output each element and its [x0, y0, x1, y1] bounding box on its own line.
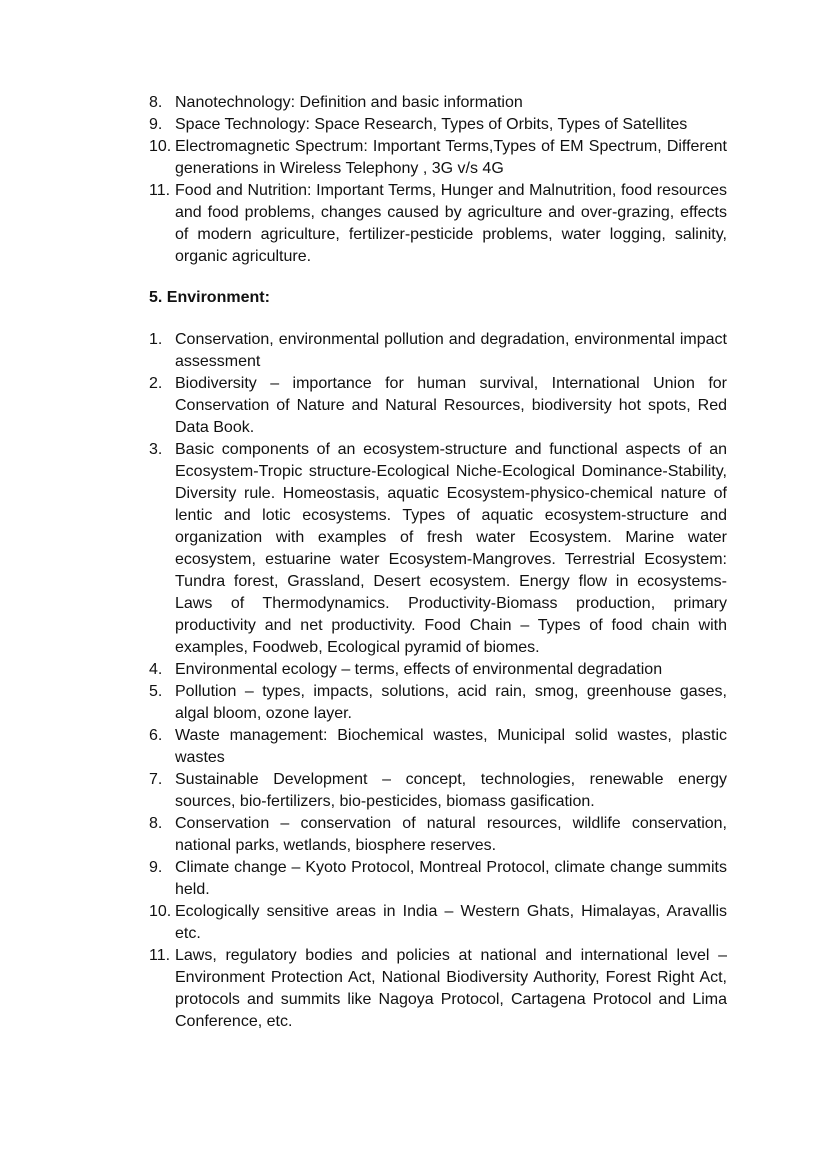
list-item-number: 6. [149, 727, 163, 744]
list-item [149, 136, 727, 180]
list-item [149, 945, 727, 1033]
list-item-number: 3. [149, 441, 163, 458]
list-item [149, 857, 727, 901]
list-item-text: Basic components of an ecosystem-structure and functional aspects of an Ecosystem-Tropic structure-Ecological Niche-Ecological Dominance-Stability, Diversity rule. Homeostasis, aquatic Ecosystem-physico-chemical nature of lentic and lotic ecosystems. Types of aquatic ecosystem-structure and organization with examples of fresh water Ecosystem. Marine water ecosystem, estuarine water Ecosystem-Mangroves. Terrestrial Ecosystem: Tundra forest, Grassland, Desert ecosystem. Energy flow in ecosystems-Laws of Thermodynamics. Productivity-Biomass production, primary productivity and net productivity. Food Chain – Types of food chain with examples, Foodweb, Ecological pyramid of biomes. [175, 441, 727, 656]
list-item-number: 11. [149, 947, 171, 964]
list-item [149, 681, 727, 725]
list-item-text: Ecologically sensitive areas in India – Western Ghats, Himalayas, Aravallis etc. [175, 903, 727, 942]
list-item-text: Food and Nutrition: Important Terms, Hunger and Malnutrition, food resources and food problems, changes caused by agriculture and over-grazing, effects of modern agriculture, fertilizer-pesticide problems, water logging, salinity, organic agriculture. [175, 182, 727, 265]
list-item [149, 439, 727, 659]
list-item-number: 9. [149, 859, 163, 876]
list-item-text: Conservation, environmental pollution and degradation, environmental impact assessment [175, 331, 727, 370]
list-item-text: Environmental ecology – terms, effects of environmental degradation [175, 661, 663, 678]
list-item-number: 8. [149, 815, 163, 832]
environment-topics-list [149, 329, 727, 1033]
list-item-text: Conservation – conservation of natural resources, wildlife conservation, national parks, wetlands, biosphere reserves. [175, 815, 727, 854]
section-heading-environment: 5. Environment: [149, 289, 270, 306]
list-item-number: 2. [149, 375, 163, 392]
list-item-text: Nanotechnology: Definition and basic information [175, 94, 523, 111]
list-item-text: Pollution – types, impacts, solutions, acid rain, smog, greenhouse gases, algal bloom, ozone layer. [175, 683, 727, 722]
list-item-text: Sustainable Development – concept, technologies, renewable energy sources, bio-fertilizers, bio-pesticides, biomass gasification. [175, 771, 727, 810]
list-item [149, 725, 727, 769]
list-item-text: Biodiversity – importance for human survival, International Union for Conservation of Nature and Natural Resources, biodiversity hot spots, Red Data Book. [175, 375, 727, 436]
list-item-number: 11. [149, 182, 171, 199]
list-item [149, 329, 727, 373]
list-item-number: 9. [149, 116, 163, 133]
list-item [149, 901, 727, 945]
list-item [149, 769, 727, 813]
list-item-text: Climate change – Kyoto Protocol, Montreal Protocol, climate change summits held. [175, 859, 727, 898]
list-item-number: 5. [149, 683, 163, 700]
science-topics-list [149, 92, 727, 268]
list-item-number: 10. [149, 903, 172, 920]
list-item-text: Space Technology: Space Research, Types of Orbits, Types of Satellites [175, 116, 688, 133]
list-item-number: 1. [149, 331, 163, 348]
list-item-text: Electromagnetic Spectrum: Important Terms,Types of EM Spectrum, Different generations in Wireless Telephony , 3G v/s 4G [175, 138, 727, 177]
list-item-number: 7. [149, 771, 163, 788]
list-item [149, 92, 727, 114]
list-item-text: Laws, regulatory bodies and policies at national and international level – Environment Protection Act, National Biodiversity Authority, Forest Right Act, protocols and summits like Nagoya Protocol, Cartagena Protocol and Lima Conference, etc. [175, 947, 727, 1030]
list-item-text: Waste management: Biochemical wastes, Municipal solid wastes, plastic wastes [175, 727, 727, 766]
list-item-number: 8. [149, 94, 163, 111]
list-item [149, 373, 727, 439]
list-item [149, 659, 727, 681]
list-item-number: 10. [149, 138, 172, 155]
list-item [149, 114, 727, 136]
list-item [149, 813, 727, 857]
list-item [149, 180, 727, 268]
list-item-number: 4. [149, 661, 163, 678]
